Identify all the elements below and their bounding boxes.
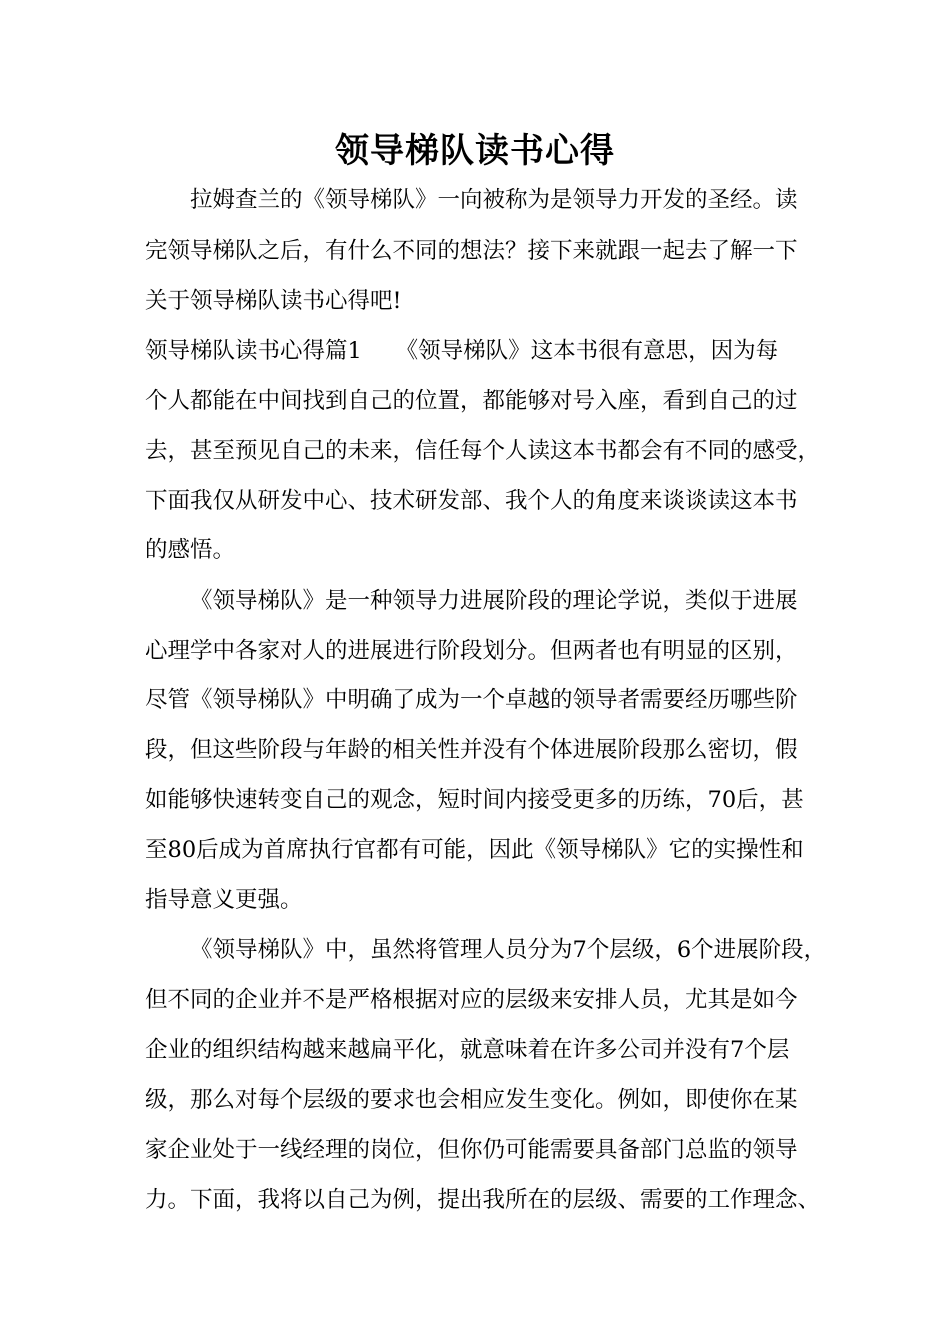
text-line: 《领导梯队》是一种领导力进展阶段的理论学说，类似于进展 xyxy=(190,588,798,614)
text-line: 下面我仅从研发中心、技术研发部、我个人的角度来谈谈读这本书 xyxy=(145,488,798,514)
text-line: 但不同的企业并不是严格根据对应的层级来安排人员，尤其是如今 xyxy=(145,987,798,1013)
text-line: 关于领导梯队读书心得吧! xyxy=(145,288,402,314)
text-line: 拉姆查兰的《领导梯队》一向被称为是领导力开发的圣经。读 xyxy=(190,187,798,213)
text-line: 完领导梯队之后，有什么不同的想法？接下来就跟一起去了解一下 xyxy=(145,238,798,264)
text-line: 去，甚至预见自己的未来，信任每个人读这本书都会有不同的感受， xyxy=(145,438,821,464)
text-line: 企业的组织结构越来越扁平化，就意味着在许多公司并没有7个层 xyxy=(145,1037,790,1063)
text-line: 段，但这些阶段与年龄的相关性并没有个体进展阶段那么密切，假 xyxy=(145,737,798,763)
text-line: 《领导梯队》中，虽然将管理人员分为7个层级，6个进展阶段， xyxy=(190,937,827,963)
text-line: 如能够快速转变自己的观念，短时间内接受更多的历练，70后，甚 xyxy=(145,787,804,813)
text-line: 力。下面，我将以自己为例，提出我所在的层级、需要的工作理念、 xyxy=(145,1187,821,1213)
text-line: 尽管《领导梯队》中明确了成为一个卓越的领导者需要经历哪些阶 xyxy=(145,687,798,713)
document-title: 领导梯队读书心得 xyxy=(335,131,615,171)
text-line: 个人都能在中间找到自己的位置，都能够对号入座，看到自己的过 xyxy=(145,388,798,414)
text-line: 指导意义更强。 xyxy=(145,887,303,913)
text-line: 领导梯队读书心得篇1 《领导梯队》这本书很有意思，因为每 xyxy=(145,338,779,364)
text-line: 家企业处于一线经理的岗位，但你仍可能需要具备部门总监的领导 xyxy=(145,1137,798,1163)
text-line: 级，那么对每个层级的要求也会相应发生变化。例如，即使你在某 xyxy=(145,1087,798,1113)
text-line: 至80后成为首席执行官都有可能，因此《领导梯队》它的实操性和 xyxy=(145,837,804,863)
text-line: 心理学中各家对人的进展进行阶段划分。但两者也有明显的区别， xyxy=(145,638,798,664)
text-line: 的感悟。 xyxy=(145,537,236,563)
